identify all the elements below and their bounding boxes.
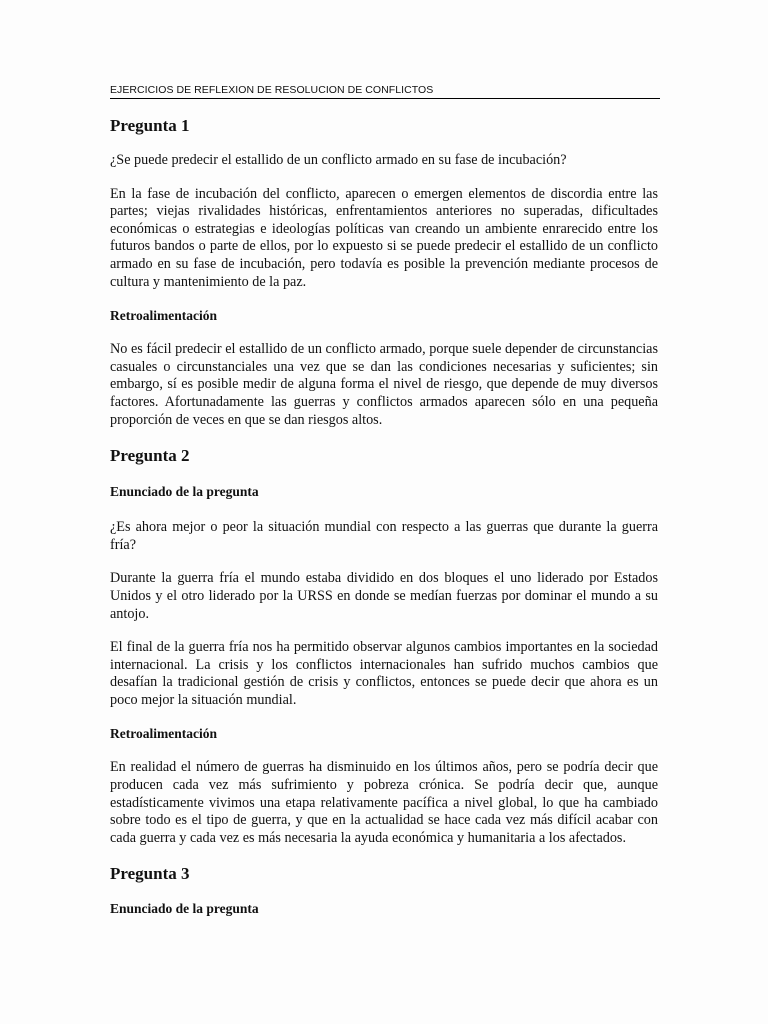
question-3-subheading: Enunciado de la pregunta <box>110 901 259 917</box>
question-1-heading: Pregunta 1 <box>110 116 190 135</box>
question-2-feedback: En realidad el número de guerras ha disminuido en los últimos años, pero se podría decir que producen cada vez más sufrimiento y pobreza crónica. Se podría decir que, aunque estadísticamente vivimos una etapa relativamente pacífica a nivel global, lo que ha cambiado sobre todo es el tipo de guerra, y que en la actualidad se hace cada vez más difícil acabar con cada guerra y cada vez es más necesaria la ayuda económica y humanitaria a los afectados. <box>110 759 658 846</box>
document-header: EJERCICIOS DE REFLEXION DE RESOLUCION DE CONFLICTOS <box>110 84 660 99</box>
question-2-feedback-heading: Retroalimentación <box>110 726 217 742</box>
question-1-text: ¿Se puede predecir el estallido de un conflicto armado en su fase de incubación? <box>110 152 567 168</box>
question-2-subheading: Enunciado de la pregunta <box>110 484 259 500</box>
question-1-answer: En la fase de incubación del conflicto, aparecen o emergen elementos de discordia entre las partes; viejas rivalidades históricas, enfrentamientos anteriores no superadas, dificultades económicas o estrategias e ideologías políticas van creando un ambiente enrarecido entre los futuros bandos o parte de ellos, por lo expuesto si se puede predecir el estallido de un conflicto armado en su fase de incubación, pero todavía es posible la prevención mediante procesos de cultura y mantenimiento de la paz. <box>110 185 658 290</box>
question-1-feedback-heading: Retroalimentación <box>110 308 217 324</box>
document-body <box>110 114 658 918</box>
question-2-answer-1: Durante la guerra fría el mundo estaba dividido en dos bloques el uno liderado por Estados Unidos y el otro liderado por la URSS en donde se medían fuerzas por dominar el mundo a su antojo. <box>110 570 658 622</box>
question-1-feedback: No es fácil predecir el estallido de un conflicto armado, porque suele depender de circunstancias casuales o circunstanciales una vez que se dan las condiciones necesarias y suficientes; sin embargo, sí es posible medir de alguna forma el nivel de riesgo, que depende de muy diversos factores. Afortunadamente las guerras y conflictos armados aparecen sólo en una pequeña proporción de veces en que se dan riesgos altos. <box>110 341 658 428</box>
question-2-text: ¿Es ahora mejor o peor la situación mundial con respecto a las guerras que durante la guerra fría? <box>110 519 658 553</box>
question-2-answer-2: El final de la guerra fría nos ha permitido observar algunos cambios importantes en la sociedad internacional. La crisis y los conflictos internacionales han sufrido muchos cambios que desafían la tradicional gestión de crisis y conflictos, entonces se puede decir que ahora es un poco mejor la situación mundial. <box>110 639 658 708</box>
question-2-heading: Pregunta 2 <box>110 446 190 466</box>
question-3-heading: Pregunta 3 <box>110 864 190 884</box>
